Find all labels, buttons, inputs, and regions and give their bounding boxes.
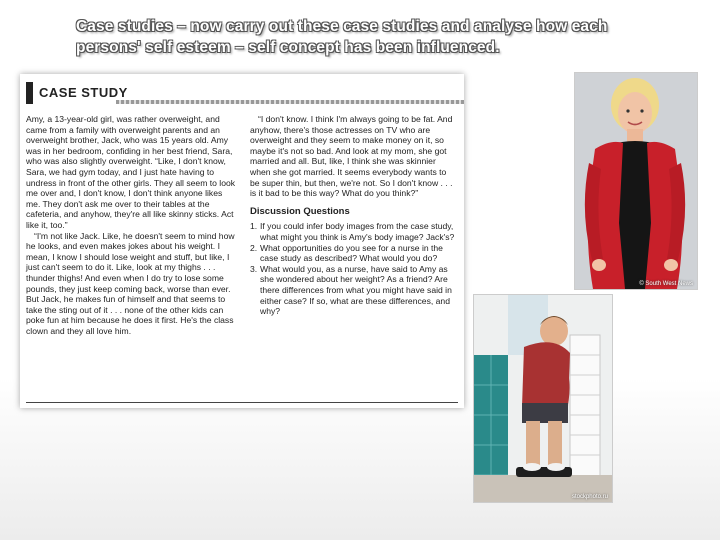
boy-illustration: [474, 295, 612, 502]
bottom-rule: [26, 402, 458, 403]
question-list: [250, 221, 458, 316]
case-study-heading: CASE STUDY: [39, 85, 128, 100]
photo-boy: [473, 294, 613, 503]
question-text: What opportunities do you see for a nurse in the case study as described? What would you do?: [260, 242, 443, 264]
question-item: [250, 221, 458, 242]
question-number: 2.: [250, 242, 258, 253]
question-text: What would you, as a nurse, have said to Amy as she wondered about her weight? As a friend? Are there differences from what you might have said in either case? If so, what are these differences, and why?: [260, 263, 452, 317]
question-text: If you could infer body images from the case study, what might you think is Amy's body image? Jack's?: [260, 221, 455, 242]
case-study-panel: [20, 74, 464, 408]
right-column: [250, 114, 458, 317]
question-item: [250, 264, 458, 317]
question-number: 3.: [250, 263, 258, 274]
paragraph: “I don't know. I think I'm always going to be fat. And anyhow, there's those actresses on TV who are overweight and they seem to make money on it, so maybe it's not so bad. And look at my mom, she got married and all. But, like, I think she was skinnier when she got married. It seems everybody wants to be super thin, but then, we're not. So I don't know . . . is it bad to be this way? What do you think?”: [250, 114, 453, 199]
photo-woman: [574, 72, 698, 290]
header-bar: [26, 82, 33, 104]
photo-credit: © South West News: [639, 281, 693, 287]
question-number: 1.: [250, 221, 258, 232]
case-study-header: [26, 82, 456, 104]
slide-title: Case studies – now carry out these case studies and analyse how each persons' self esteem – self concept has been influenced.: [76, 18, 608, 56]
woman-illustration: [575, 73, 697, 289]
paragraph: “I'm not like Jack. Like, he doesn't seem to mind how he looks, and even makes jokes about his weight. I mean, I know I should lose weight and stuff, but like, I just can't seem to do it. Like, look at my thighs . . . thunder thighs! And even when I do try to lose some pounds, they just keep coming back, worse than ever. But Jack, he makes fun of himself and that seems to take the sting out of it . . . none of the other kids can poke fun at him because he does it first. He's the class clown and they all love him.: [26, 230, 235, 336]
paragraph: Amy, a 13-year-old girl, was rather overweight, and came from a family with overweight parents and an overweight brother, Jack, who was 15 years old. Amy was in her bedroom, confiding in her best friend, Sara, who was also slightly overweight. “Like, I don't know, Sara, we had gym today, and I just hate having to undress in front of the other girls. They all seem to look me over and, I don't know, I don't think anyone likes me. They don't ask me over to their tables at the cafeteria, and anyhow, they're all like skinny sticks. Act like it, too.”: [26, 114, 236, 230]
header-rule: [116, 100, 464, 104]
photo-credit: stockphoto.ru: [571, 494, 608, 500]
question-item: [250, 243, 458, 264]
discussion-heading: Discussion Questions: [250, 205, 350, 217]
left-column: [26, 114, 238, 336]
